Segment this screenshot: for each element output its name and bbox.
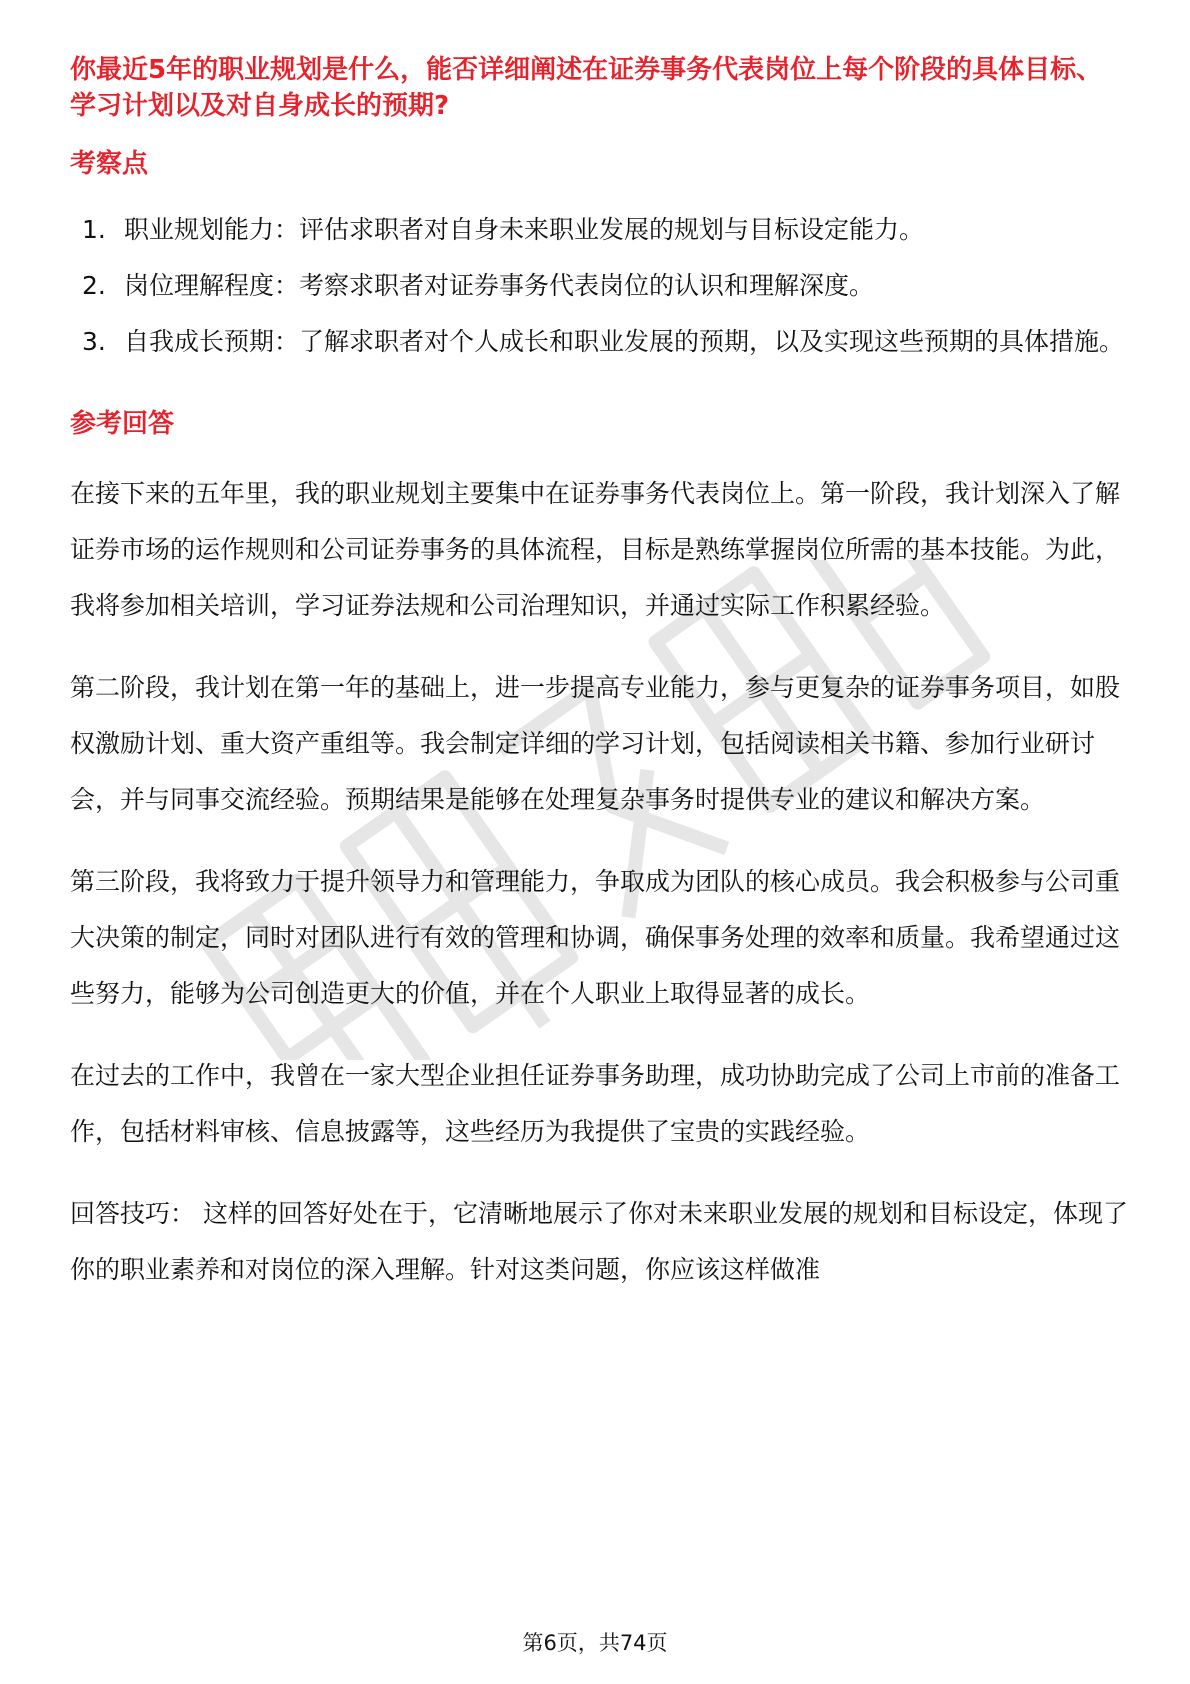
list-item-number: 3. (82, 327, 106, 356)
assessment-list (70, 202, 1128, 370)
question-heading: 你最近5年的职业规划是什么，能否详细阐述在证券事务代表岗位上每个阶段的具体目标、学习计划以及对自身成长的预期? (70, 55, 1103, 121)
list-item-text: 岗位理解程度：考察求职者对证券事务代表岗位的认识和理解深度。 (124, 271, 875, 300)
list-item-number: 1. (82, 215, 106, 244)
answer-paragraph: 在接下来的五年里，我的职业规划主要集中在证券事务代表岗位上。第一阶段，我计划深入了解证券市场的运作规则和公司证券事务的具体流程，目标是熟练掌握岗位所需的基本技能。为此，我将参加相关培训，学习证券法规和公司治理知识，并通过实际工作积累经验。 (70, 479, 1121, 620)
assessment-section-title: 考察点 (70, 149, 149, 179)
page-number: 第6页，共74页 (522, 1631, 668, 1655)
answer-paragraph: 第二阶段，我计划在第一年的基础上，进一步提高专业能力，参与更复杂的证券事务项目，如股权激励计划、重大资产重组等。我会制定详细的学习计划，包括阅读相关书籍、参加行业研讨会，并与同事交流经验。预期结果是能够在处理复杂事务时提供专业的建议和解决方案。 (70, 673, 1121, 814)
answer-paragraph: 第三阶段，我将致力于提升领导力和管理能力，争取成为团队的核心成员。我会积极参与公司重大决策的制定，同时对团队进行有效的管理和协调，确保事务处理的效率和质量。我希望通过这些努力，能够为公司创造更大的价值，并在个人职业上取得显著的成长。 (70, 867, 1121, 1008)
list-item-text: 自我成长预期：了解求职者对个人成长和职业发展的预期，以及实现这些预期的具体措施。 (124, 327, 1125, 356)
list-item (70, 314, 1128, 370)
list-item-text: 职业规划能力：评估求职者对自身未来职业发展的规划与目标设定能力。 (124, 215, 925, 244)
answer-tips-paragraph: 回答技巧： 这样的回答好处在于，它清晰地展示了你对未来职业发展的规划和目标设定，体现了你的职业素养和对岗位的深入理解。针对这类问题，你应该这样做准 (70, 1199, 1128, 1284)
answer-section-title: 参考回答 (70, 409, 175, 439)
list-item-number: 2. (82, 271, 106, 300)
list-item (70, 202, 1128, 258)
list-item (70, 258, 1128, 314)
document-page (70, 52, 1128, 1298)
answer-paragraph: 在过去的工作中，我曾在一家大型企业担任证券事务助理，成功协助完成了公司上市前的准备工作，包括材料审核、信息披露等，这些经历为我提供了宝贵的实践经验。 (70, 1061, 1121, 1146)
